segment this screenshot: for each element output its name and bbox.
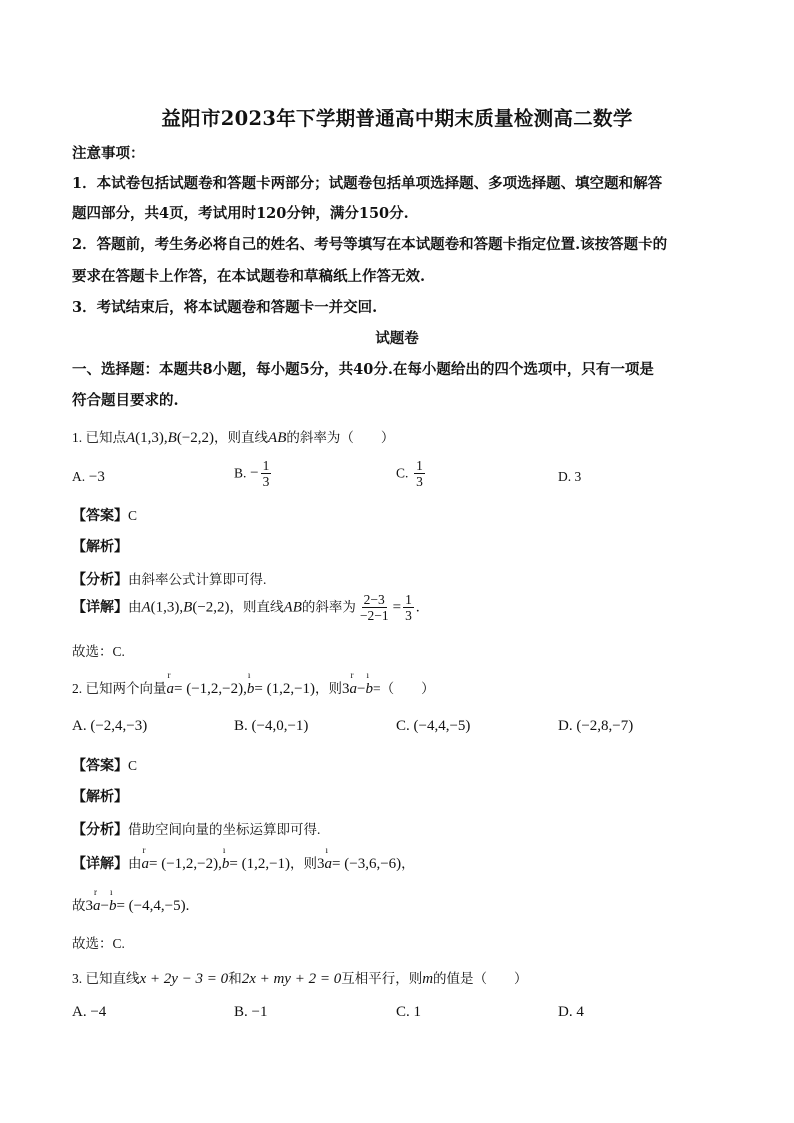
q2-answer: 【答案】C xyxy=(72,758,138,774)
q1-option-a: A. −3 xyxy=(72,469,105,485)
q3-option-d: D. 4 xyxy=(558,1004,584,1020)
q2-option-d: D. (−2,8,−7) xyxy=(558,718,634,734)
q1-option-b: B. − $\frac{1}{3}$ xyxy=(234,458,270,489)
notice-item-1-line-2: 题四部分，共4页，考试用时120分钟，满分150分. xyxy=(72,205,409,222)
notice-item-2-line-2: 要求在答题卡上作答，在本试题卷和草稿纸上作答无效. xyxy=(72,268,426,285)
section-title: 试题卷 xyxy=(375,330,419,347)
q2-stem: 2. 已知两个向量a r = (−1,2,−2),b ı = (1,2,−1)，则3a r −b ı =（ ） xyxy=(72,670,435,697)
q1-choose: 故选：C. xyxy=(72,644,125,659)
q2-detail: 【详解】由a r = (−1,2,−2),b ı = (1,2,−1)，则3a ı = (−3,6,−6)， xyxy=(72,845,415,872)
q3-option-a: A. −4 xyxy=(72,1004,107,1020)
q2-gu: 故3a r −b ı = (−4,4,−5). xyxy=(72,887,190,914)
q2-fenxi: 【分析】借助空间向量的坐标运算即可得. xyxy=(72,822,321,838)
page-title: 益阳市2023年下学期普通高中期末质量检测高二数学 xyxy=(161,107,633,130)
notice-heading: 注意事项： xyxy=(72,145,145,162)
q1-answer: 【答案】C xyxy=(72,508,138,524)
q1-analysis-label: 【解析】 xyxy=(72,539,128,555)
q1-option-d: D. 3 xyxy=(558,469,582,484)
notice-item-3: 3．考试结束后，将本试题卷和答题卡一并交回. xyxy=(72,299,378,316)
q3-stem: 3. 已知直线x + 2y − 3 = 0和2x + my + 2 = 0互相平行，则m的值是（ ） xyxy=(72,971,528,987)
q2-option-a: A. (−2,4,−3) xyxy=(72,718,148,734)
q2-analysis-label: 【解析】 xyxy=(72,789,128,805)
q1-fenxi: 【分析】由斜率公式计算即可得. xyxy=(72,572,267,588)
part1-instruction-line-1: 一、选择题：本题共8小题，每小题5分，共40分.在每小题给出的四个选项中，只有一项是 xyxy=(72,361,654,378)
notice-item-1-line-1: 1．本试卷包括试题卷和答题卡两部分；试题卷包括单项选择题、多项选择题、填空题和解答 xyxy=(72,175,663,192)
q1-detail: 【详解】由A(1,3),B(−2,2)，则直线AB的斜率为 $\frac{2-3}{-2-1}$ = $\frac{1}{3}$ . xyxy=(72,592,420,623)
q2-option-c: C. (−4,4,−5) xyxy=(396,718,471,734)
q2-option-b: B. (−4,0,−1) xyxy=(234,718,309,734)
q2-choose: 故选：C. xyxy=(72,936,125,951)
part1-instruction-line-2: 符合题目要求的. xyxy=(72,392,179,409)
q3-option-c: C. 1 xyxy=(396,1004,422,1020)
q3-option-b: B. −1 xyxy=(234,1004,268,1020)
q1-option-c: C. $\frac{1}{3}$ xyxy=(396,458,423,489)
q1-stem: 1. 已知点A(1,3),B(−2,2)，则直线AB的斜率为（ ） xyxy=(72,430,395,446)
notice-item-2-line-1: 2．答题前，考生务必将自己的姓名、考号等填写在本试题卷和答题卡指定位置.该按答题卡的 xyxy=(72,236,668,253)
